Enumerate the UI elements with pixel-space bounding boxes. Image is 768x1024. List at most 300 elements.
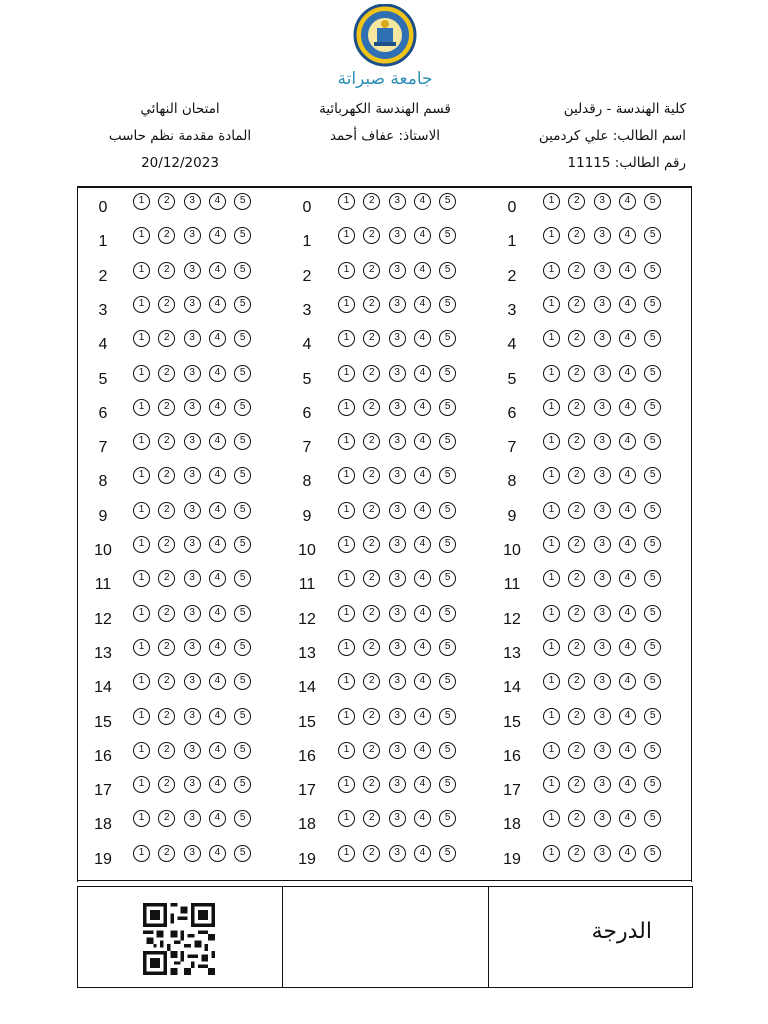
answer-bubble[interactable]: 4 xyxy=(209,742,226,759)
answer-bubble[interactable]: 4 xyxy=(414,365,431,382)
answer-bubble[interactable]: 4 xyxy=(619,262,636,279)
answer-bubble[interactable]: 3 xyxy=(184,467,201,484)
answer-bubble[interactable]: 5 xyxy=(234,502,251,519)
answer-bubble[interactable]: 3 xyxy=(594,536,611,553)
answer-bubble[interactable]: 4 xyxy=(619,639,636,656)
answer-bubble[interactable]: 3 xyxy=(184,845,201,862)
answer-bubble[interactable]: 3 xyxy=(594,845,611,862)
answer-bubble[interactable]: 2 xyxy=(158,365,175,382)
answer-bubble[interactable]: 5 xyxy=(234,570,251,587)
answer-bubble[interactable]: 5 xyxy=(234,330,251,347)
answer-bubble[interactable]: 4 xyxy=(209,227,226,244)
answer-bubble[interactable]: 3 xyxy=(184,673,201,690)
answer-bubble[interactable]: 1 xyxy=(338,673,355,690)
answer-bubble[interactable]: 2 xyxy=(158,433,175,450)
answer-bubble[interactable]: 4 xyxy=(619,605,636,622)
answer-bubble[interactable]: 4 xyxy=(414,262,431,279)
answer-bubble[interactable]: 2 xyxy=(158,536,175,553)
answer-bubble[interactable]: 1 xyxy=(543,433,560,450)
answer-bubble[interactable]: 5 xyxy=(439,330,456,347)
answer-bubble[interactable]: 1 xyxy=(338,845,355,862)
answer-bubble[interactable]: 2 xyxy=(568,433,585,450)
answer-bubble[interactable]: 1 xyxy=(338,365,355,382)
answer-bubble[interactable]: 4 xyxy=(414,536,431,553)
answer-bubble[interactable]: 4 xyxy=(414,742,431,759)
answer-bubble[interactable]: 2 xyxy=(363,776,380,793)
answer-bubble[interactable]: 1 xyxy=(133,330,150,347)
answer-bubble[interactable]: 3 xyxy=(389,639,406,656)
answer-bubble[interactable]: 4 xyxy=(209,605,226,622)
answer-bubble[interactable]: 1 xyxy=(338,776,355,793)
answer-bubble[interactable]: 2 xyxy=(158,742,175,759)
answer-bubble[interactable]: 5 xyxy=(234,776,251,793)
answer-bubble[interactable]: 3 xyxy=(184,776,201,793)
answer-bubble[interactable]: 3 xyxy=(594,605,611,622)
answer-bubble[interactable]: 1 xyxy=(133,742,150,759)
answer-bubble[interactable]: 3 xyxy=(184,365,201,382)
answer-bubble[interactable]: 5 xyxy=(644,330,661,347)
answer-bubble[interactable]: 2 xyxy=(568,570,585,587)
answer-bubble[interactable]: 5 xyxy=(644,296,661,313)
answer-bubble[interactable]: 2 xyxy=(568,742,585,759)
answer-bubble[interactable]: 4 xyxy=(414,433,431,450)
answer-bubble[interactable]: 2 xyxy=(158,570,175,587)
answer-bubble[interactable]: 1 xyxy=(543,330,560,347)
answer-bubble[interactable]: 4 xyxy=(209,845,226,862)
answer-bubble[interactable]: 5 xyxy=(439,742,456,759)
answer-bubble[interactable]: 3 xyxy=(184,605,201,622)
answer-bubble[interactable]: 1 xyxy=(543,742,560,759)
answer-bubble[interactable]: 3 xyxy=(389,365,406,382)
answer-bubble[interactable]: 5 xyxy=(644,399,661,416)
answer-bubble[interactable]: 5 xyxy=(234,365,251,382)
answer-bubble[interactable]: 1 xyxy=(543,673,560,690)
answer-bubble[interactable]: 3 xyxy=(594,570,611,587)
answer-bubble[interactable]: 1 xyxy=(543,639,560,656)
answer-bubble[interactable]: 3 xyxy=(389,810,406,827)
answer-bubble[interactable]: 1 xyxy=(543,570,560,587)
answer-bubble[interactable]: 2 xyxy=(158,502,175,519)
answer-bubble[interactable]: 4 xyxy=(414,467,431,484)
answer-bubble[interactable]: 3 xyxy=(389,467,406,484)
answer-bubble[interactable]: 5 xyxy=(439,262,456,279)
answer-bubble[interactable]: 2 xyxy=(363,193,380,210)
answer-bubble[interactable]: 4 xyxy=(619,708,636,725)
answer-bubble[interactable]: 2 xyxy=(568,227,585,244)
answer-bubble[interactable]: 5 xyxy=(234,845,251,862)
answer-bubble[interactable]: 5 xyxy=(234,708,251,725)
answer-bubble[interactable]: 1 xyxy=(338,227,355,244)
answer-bubble[interactable]: 3 xyxy=(184,227,201,244)
answer-bubble[interactable]: 4 xyxy=(209,673,226,690)
answer-bubble[interactable]: 1 xyxy=(338,742,355,759)
answer-bubble[interactable]: 5 xyxy=(234,810,251,827)
answer-bubble[interactable]: 4 xyxy=(209,502,226,519)
answer-bubble[interactable]: 3 xyxy=(184,193,201,210)
answer-bubble[interactable]: 1 xyxy=(133,399,150,416)
answer-bubble[interactable]: 3 xyxy=(184,399,201,416)
answer-bubble[interactable]: 3 xyxy=(184,502,201,519)
answer-bubble[interactable]: 4 xyxy=(414,845,431,862)
answer-bubble[interactable]: 1 xyxy=(543,193,560,210)
answer-bubble[interactable]: 1 xyxy=(338,296,355,313)
answer-bubble[interactable]: 4 xyxy=(209,776,226,793)
answer-bubble[interactable]: 3 xyxy=(184,708,201,725)
answer-bubble[interactable]: 3 xyxy=(389,708,406,725)
answer-bubble[interactable]: 5 xyxy=(234,673,251,690)
answer-bubble[interactable]: 4 xyxy=(619,399,636,416)
answer-bubble[interactable]: 5 xyxy=(644,742,661,759)
answer-bubble[interactable]: 2 xyxy=(158,296,175,313)
answer-bubble[interactable]: 1 xyxy=(133,296,150,313)
answer-bubble[interactable]: 2 xyxy=(158,673,175,690)
answer-bubble[interactable]: 4 xyxy=(209,330,226,347)
answer-bubble[interactable]: 5 xyxy=(439,776,456,793)
answer-bubble[interactable]: 4 xyxy=(619,742,636,759)
answer-bubble[interactable]: 2 xyxy=(363,296,380,313)
answer-bubble[interactable]: 3 xyxy=(389,193,406,210)
answer-bubble[interactable]: 3 xyxy=(594,467,611,484)
answer-bubble[interactable]: 4 xyxy=(619,776,636,793)
answer-bubble[interactable]: 2 xyxy=(158,227,175,244)
answer-bubble[interactable]: 2 xyxy=(568,296,585,313)
answer-bubble[interactable]: 4 xyxy=(619,467,636,484)
answer-bubble[interactable]: 3 xyxy=(184,742,201,759)
answer-bubble[interactable]: 4 xyxy=(414,673,431,690)
answer-bubble[interactable]: 2 xyxy=(158,845,175,862)
answer-bubble[interactable]: 5 xyxy=(644,262,661,279)
answer-bubble[interactable]: 4 xyxy=(209,536,226,553)
answer-bubble[interactable]: 3 xyxy=(184,810,201,827)
answer-bubble[interactable]: 4 xyxy=(619,810,636,827)
answer-bubble[interactable]: 1 xyxy=(133,227,150,244)
answer-bubble[interactable]: 1 xyxy=(543,708,560,725)
answer-bubble[interactable]: 1 xyxy=(133,433,150,450)
answer-bubble[interactable]: 1 xyxy=(338,467,355,484)
answer-bubble[interactable]: 3 xyxy=(184,296,201,313)
answer-bubble[interactable]: 5 xyxy=(439,639,456,656)
answer-bubble[interactable]: 3 xyxy=(389,227,406,244)
answer-bubble[interactable]: 4 xyxy=(619,845,636,862)
answer-bubble[interactable]: 2 xyxy=(568,845,585,862)
answer-bubble[interactable]: 2 xyxy=(158,605,175,622)
answer-bubble[interactable]: 4 xyxy=(209,433,226,450)
answer-bubble[interactable]: 3 xyxy=(594,296,611,313)
answer-bubble[interactable]: 5 xyxy=(234,296,251,313)
answer-bubble[interactable]: 5 xyxy=(234,536,251,553)
answer-bubble[interactable]: 3 xyxy=(184,639,201,656)
answer-bubble[interactable]: 2 xyxy=(568,810,585,827)
answer-bubble[interactable]: 3 xyxy=(389,433,406,450)
answer-bubble[interactable]: 3 xyxy=(389,742,406,759)
answer-bubble[interactable]: 4 xyxy=(414,605,431,622)
answer-bubble[interactable]: 4 xyxy=(209,467,226,484)
answer-bubble[interactable]: 3 xyxy=(389,673,406,690)
answer-bubble[interactable]: 2 xyxy=(568,262,585,279)
answer-bubble[interactable]: 2 xyxy=(363,742,380,759)
answer-bubble[interactable]: 2 xyxy=(363,605,380,622)
answer-bubble[interactable]: 2 xyxy=(363,845,380,862)
answer-bubble[interactable]: 1 xyxy=(338,639,355,656)
answer-bubble[interactable]: 5 xyxy=(644,227,661,244)
answer-bubble[interactable]: 5 xyxy=(644,708,661,725)
answer-bubble[interactable]: 4 xyxy=(209,262,226,279)
answer-bubble[interactable]: 1 xyxy=(338,536,355,553)
answer-bubble[interactable]: 3 xyxy=(389,776,406,793)
answer-bubble[interactable]: 4 xyxy=(619,296,636,313)
answer-bubble[interactable]: 3 xyxy=(184,536,201,553)
answer-bubble[interactable]: 5 xyxy=(644,502,661,519)
answer-bubble[interactable]: 3 xyxy=(389,502,406,519)
answer-bubble[interactable]: 4 xyxy=(619,330,636,347)
answer-bubble[interactable]: 5 xyxy=(234,262,251,279)
answer-bubble[interactable]: 5 xyxy=(439,502,456,519)
answer-bubble[interactable]: 4 xyxy=(414,639,431,656)
answer-bubble[interactable]: 2 xyxy=(363,227,380,244)
answer-bubble[interactable]: 1 xyxy=(133,570,150,587)
answer-bubble[interactable]: 4 xyxy=(209,365,226,382)
answer-bubble[interactable]: 5 xyxy=(234,639,251,656)
answer-bubble[interactable]: 2 xyxy=(568,365,585,382)
answer-bubble[interactable]: 2 xyxy=(158,708,175,725)
answer-bubble[interactable]: 3 xyxy=(594,502,611,519)
answer-bubble[interactable]: 2 xyxy=(158,262,175,279)
answer-bubble[interactable]: 1 xyxy=(543,262,560,279)
answer-bubble[interactable]: 5 xyxy=(439,708,456,725)
answer-bubble[interactable]: 1 xyxy=(543,502,560,519)
answer-bubble[interactable]: 5 xyxy=(644,193,661,210)
answer-bubble[interactable]: 5 xyxy=(234,399,251,416)
answer-bubble[interactable]: 5 xyxy=(644,536,661,553)
answer-bubble[interactable]: 5 xyxy=(439,467,456,484)
answer-bubble[interactable]: 5 xyxy=(644,433,661,450)
answer-bubble[interactable]: 2 xyxy=(158,467,175,484)
answer-bubble[interactable]: 3 xyxy=(389,605,406,622)
answer-bubble[interactable]: 3 xyxy=(594,742,611,759)
answer-bubble[interactable]: 5 xyxy=(439,810,456,827)
answer-bubble[interactable]: 4 xyxy=(619,193,636,210)
answer-bubble[interactable]: 4 xyxy=(619,536,636,553)
answer-bubble[interactable]: 4 xyxy=(619,502,636,519)
answer-bubble[interactable]: 4 xyxy=(209,296,226,313)
answer-bubble[interactable]: 4 xyxy=(619,673,636,690)
answer-bubble[interactable]: 2 xyxy=(568,776,585,793)
answer-bubble[interactable]: 3 xyxy=(389,845,406,862)
answer-bubble[interactable]: 1 xyxy=(543,845,560,862)
answer-bubble[interactable]: 1 xyxy=(338,330,355,347)
answer-bubble[interactable]: 3 xyxy=(594,365,611,382)
answer-bubble[interactable]: 4 xyxy=(209,399,226,416)
answer-bubble[interactable]: 3 xyxy=(184,570,201,587)
answer-bubble[interactable]: 4 xyxy=(619,365,636,382)
answer-bubble[interactable]: 5 xyxy=(644,845,661,862)
answer-bubble[interactable]: 2 xyxy=(568,639,585,656)
answer-bubble[interactable]: 4 xyxy=(414,810,431,827)
answer-bubble[interactable]: 3 xyxy=(594,227,611,244)
answer-bubble[interactable]: 2 xyxy=(363,536,380,553)
answer-bubble[interactable]: 3 xyxy=(594,433,611,450)
answer-bubble[interactable]: 1 xyxy=(543,365,560,382)
answer-bubble[interactable]: 3 xyxy=(594,399,611,416)
answer-bubble[interactable]: 2 xyxy=(363,639,380,656)
answer-bubble[interactable]: 1 xyxy=(133,365,150,382)
answer-bubble[interactable]: 2 xyxy=(158,639,175,656)
answer-bubble[interactable]: 2 xyxy=(158,399,175,416)
answer-bubble[interactable]: 2 xyxy=(363,262,380,279)
answer-bubble[interactable]: 2 xyxy=(363,467,380,484)
answer-bubble[interactable]: 4 xyxy=(209,570,226,587)
answer-bubble[interactable]: 4 xyxy=(414,708,431,725)
answer-bubble[interactable]: 5 xyxy=(439,536,456,553)
answer-bubble[interactable]: 5 xyxy=(439,193,456,210)
answer-bubble[interactable]: 1 xyxy=(133,467,150,484)
answer-bubble[interactable]: 2 xyxy=(363,502,380,519)
answer-bubble[interactable]: 5 xyxy=(439,433,456,450)
answer-bubble[interactable]: 5 xyxy=(644,639,661,656)
answer-bubble[interactable]: 3 xyxy=(594,673,611,690)
answer-bubble[interactable]: 1 xyxy=(133,810,150,827)
answer-bubble[interactable]: 3 xyxy=(389,399,406,416)
answer-bubble[interactable]: 3 xyxy=(389,262,406,279)
answer-bubble[interactable]: 1 xyxy=(338,708,355,725)
answer-bubble[interactable]: 1 xyxy=(133,639,150,656)
answer-bubble[interactable]: 1 xyxy=(133,708,150,725)
answer-bubble[interactable]: 2 xyxy=(568,673,585,690)
answer-bubble[interactable]: 2 xyxy=(568,330,585,347)
answer-bubble[interactable]: 4 xyxy=(414,330,431,347)
answer-bubble[interactable]: 1 xyxy=(338,193,355,210)
answer-bubble[interactable]: 2 xyxy=(158,330,175,347)
answer-bubble[interactable]: 1 xyxy=(338,570,355,587)
answer-bubble[interactable]: 1 xyxy=(133,502,150,519)
answer-bubble[interactable]: 5 xyxy=(439,605,456,622)
answer-bubble[interactable]: 1 xyxy=(338,262,355,279)
answer-bubble[interactable]: 2 xyxy=(568,193,585,210)
answer-bubble[interactable]: 1 xyxy=(338,605,355,622)
answer-bubble[interactable]: 5 xyxy=(439,296,456,313)
answer-bubble[interactable]: 3 xyxy=(594,330,611,347)
answer-bubble[interactable]: 1 xyxy=(543,536,560,553)
answer-bubble[interactable]: 2 xyxy=(363,433,380,450)
answer-bubble[interactable]: 2 xyxy=(568,502,585,519)
answer-bubble[interactable]: 5 xyxy=(644,605,661,622)
answer-bubble[interactable]: 5 xyxy=(234,467,251,484)
answer-bubble[interactable]: 4 xyxy=(414,296,431,313)
answer-bubble[interactable]: 1 xyxy=(543,467,560,484)
answer-bubble[interactable]: 5 xyxy=(644,776,661,793)
answer-bubble[interactable]: 1 xyxy=(133,845,150,862)
answer-bubble[interactable]: 1 xyxy=(543,776,560,793)
answer-bubble[interactable]: 3 xyxy=(389,330,406,347)
answer-bubble[interactable]: 2 xyxy=(158,810,175,827)
answer-bubble[interactable]: 2 xyxy=(158,776,175,793)
answer-bubble[interactable]: 1 xyxy=(543,227,560,244)
answer-bubble[interactable]: 1 xyxy=(133,262,150,279)
answer-bubble[interactable]: 5 xyxy=(439,845,456,862)
answer-bubble[interactable]: 2 xyxy=(363,810,380,827)
answer-bubble[interactable]: 3 xyxy=(389,570,406,587)
answer-bubble[interactable]: 2 xyxy=(158,193,175,210)
answer-bubble[interactable]: 4 xyxy=(619,570,636,587)
answer-bubble[interactable]: 2 xyxy=(568,605,585,622)
answer-bubble[interactable]: 2 xyxy=(363,570,380,587)
answer-bubble[interactable]: 4 xyxy=(414,570,431,587)
answer-bubble[interactable]: 2 xyxy=(568,708,585,725)
answer-bubble[interactable]: 5 xyxy=(644,467,661,484)
answer-bubble[interactable]: 4 xyxy=(414,502,431,519)
answer-bubble[interactable]: 2 xyxy=(363,330,380,347)
answer-bubble[interactable]: 1 xyxy=(543,605,560,622)
answer-bubble[interactable]: 1 xyxy=(338,502,355,519)
answer-bubble[interactable]: 5 xyxy=(234,433,251,450)
answer-bubble[interactable]: 1 xyxy=(338,433,355,450)
answer-bubble[interactable]: 4 xyxy=(619,433,636,450)
answer-bubble[interactable]: 1 xyxy=(133,536,150,553)
answer-bubble[interactable]: 3 xyxy=(184,330,201,347)
answer-bubble[interactable]: 5 xyxy=(234,193,251,210)
answer-bubble[interactable]: 1 xyxy=(133,673,150,690)
answer-bubble[interactable]: 1 xyxy=(543,296,560,313)
answer-bubble[interactable]: 1 xyxy=(133,605,150,622)
answer-bubble[interactable]: 1 xyxy=(133,776,150,793)
answer-bubble[interactable]: 3 xyxy=(594,776,611,793)
answer-bubble[interactable]: 2 xyxy=(568,399,585,416)
answer-bubble[interactable]: 2 xyxy=(363,708,380,725)
answer-bubble[interactable]: 5 xyxy=(439,570,456,587)
answer-bubble[interactable]: 5 xyxy=(234,605,251,622)
answer-bubble[interactable]: 2 xyxy=(363,399,380,416)
answer-bubble[interactable]: 3 xyxy=(594,810,611,827)
answer-bubble[interactable]: 4 xyxy=(619,227,636,244)
answer-bubble[interactable]: 4 xyxy=(209,639,226,656)
answer-bubble[interactable]: 4 xyxy=(414,193,431,210)
answer-bubble[interactable]: 4 xyxy=(414,399,431,416)
answer-bubble[interactable]: 3 xyxy=(594,639,611,656)
answer-bubble[interactable]: 5 xyxy=(439,673,456,690)
answer-bubble[interactable]: 3 xyxy=(389,536,406,553)
answer-bubble[interactable]: 4 xyxy=(414,227,431,244)
answer-bubble[interactable]: 5 xyxy=(439,399,456,416)
answer-bubble[interactable]: 5 xyxy=(234,227,251,244)
answer-bubble[interactable]: 4 xyxy=(209,708,226,725)
answer-bubble[interactable]: 1 xyxy=(543,399,560,416)
answer-bubble[interactable]: 2 xyxy=(568,536,585,553)
answer-bubble[interactable]: 5 xyxy=(644,365,661,382)
answer-bubble[interactable]: 5 xyxy=(439,365,456,382)
answer-bubble[interactable]: 5 xyxy=(644,570,661,587)
answer-bubble[interactable]: 1 xyxy=(133,193,150,210)
answer-bubble[interactable]: 4 xyxy=(209,193,226,210)
answer-bubble[interactable]: 2 xyxy=(363,673,380,690)
answer-bubble[interactable]: 5 xyxy=(234,742,251,759)
answer-bubble[interactable]: 3 xyxy=(389,296,406,313)
answer-bubble[interactable]: 5 xyxy=(439,227,456,244)
answer-bubble[interactable]: 3 xyxy=(594,262,611,279)
answer-bubble[interactable]: 5 xyxy=(644,673,661,690)
answer-bubble[interactable]: 1 xyxy=(543,810,560,827)
answer-bubble[interactable]: 1 xyxy=(338,810,355,827)
answer-bubble[interactable]: 3 xyxy=(594,193,611,210)
answer-bubble[interactable]: 3 xyxy=(184,433,201,450)
answer-bubble[interactable]: 2 xyxy=(363,365,380,382)
answer-bubble[interactable]: 4 xyxy=(209,810,226,827)
answer-bubble[interactable]: 3 xyxy=(594,708,611,725)
answer-bubble[interactable]: 5 xyxy=(644,810,661,827)
answer-bubble[interactable]: 4 xyxy=(414,776,431,793)
answer-bubble[interactable]: 3 xyxy=(184,262,201,279)
answer-bubble[interactable]: 2 xyxy=(568,467,585,484)
answer-bubble[interactable]: 1 xyxy=(338,399,355,416)
